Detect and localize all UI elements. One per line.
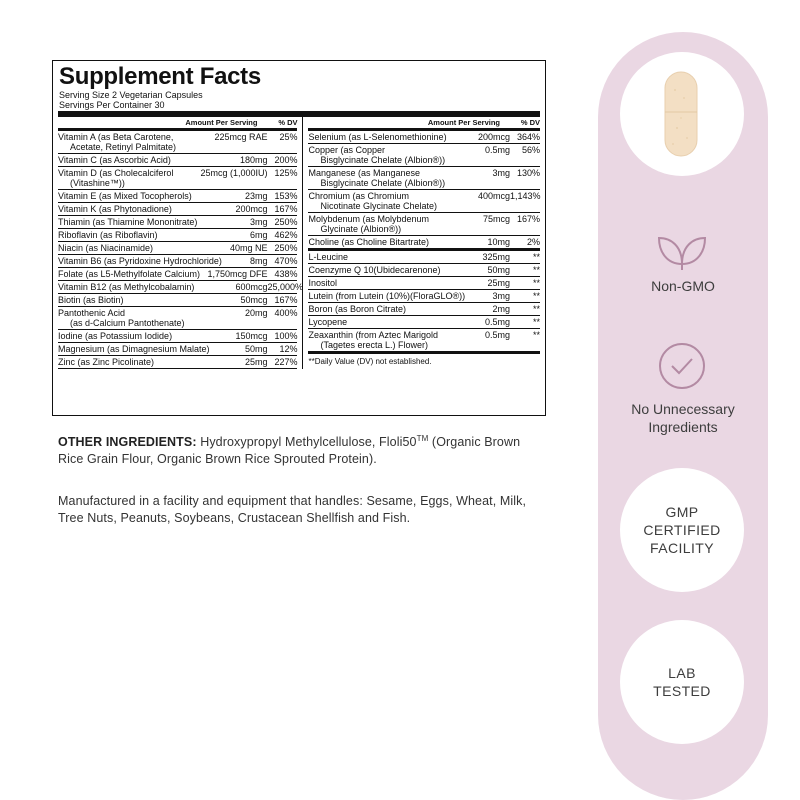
nutrient-row bbox=[308, 213, 540, 236]
nutrient-row bbox=[308, 277, 540, 290]
nutrient-name-line: Coenzyme Q 10(Ubidecarenone) bbox=[308, 265, 441, 275]
nutrient-row bbox=[58, 255, 297, 268]
nutrient-amount: 200mcg bbox=[477, 132, 510, 142]
nutrient-name bbox=[58, 191, 243, 201]
nutrient-name-line2: (Tagetes erecta L.) Flower) bbox=[320, 340, 429, 350]
gmp-line1: GMP bbox=[665, 504, 699, 520]
nutrient-row bbox=[308, 290, 540, 303]
nutrient-dv: ** bbox=[532, 317, 540, 327]
other-ingredients-text-b: (Organic Brown Rice Grain Flour, Organic Brown Rice Sprouted Protein). bbox=[58, 435, 521, 467]
nutrient-name-line: Selenium (as L-Selenomethionine) bbox=[308, 132, 447, 142]
nutrient-row bbox=[58, 268, 297, 281]
nutrient-amount: 50mg bbox=[244, 344, 268, 354]
nutrient-name-line2: Nicotinate Glycinate Chelate) bbox=[320, 201, 438, 211]
nutrient-name bbox=[58, 331, 233, 341]
nutrient-amount: 400mcg bbox=[477, 191, 510, 201]
nutrient-dv: 167% bbox=[516, 214, 540, 224]
nutrient-name-line: Vitamin C (as Ascorbic Acid) bbox=[58, 155, 171, 165]
nutrient-dv: 125% bbox=[274, 168, 298, 178]
nutrient-name-line: Magnesium (as Dimagnesium Malate) bbox=[58, 344, 210, 354]
nutrient-name bbox=[308, 214, 481, 234]
nutrient-row bbox=[58, 131, 297, 154]
no-unnecessary-line2: Ingredients bbox=[648, 419, 718, 435]
nutrient-amount: 8mg bbox=[249, 256, 268, 266]
nutrient-name-line: Boron (as Boron Citrate) bbox=[308, 304, 407, 314]
nutrient-name bbox=[308, 291, 490, 301]
nutrient-name-line: Vitamin B6 (as Pyridoxine Hydrochloride) bbox=[58, 256, 222, 266]
nutrient-row bbox=[58, 330, 297, 343]
nutrient-dv: 250% bbox=[274, 243, 298, 253]
no-unnecessary-line1: No Unnecessary bbox=[631, 401, 735, 417]
nutrient-name-line: Niacin (as Niacinamide) bbox=[58, 243, 154, 253]
trademark: TM bbox=[416, 434, 429, 443]
facts-left-column bbox=[58, 117, 303, 369]
nutrient-row bbox=[308, 329, 540, 354]
nutrient-amount: 2mg bbox=[492, 304, 510, 314]
nutrient-row bbox=[308, 190, 540, 213]
nutrient-name-line: Inositol bbox=[308, 278, 338, 288]
other-ingredients-label: OTHER INGREDIENTS: bbox=[58, 435, 197, 450]
servings-per-container: Servings Per Container 30 bbox=[59, 100, 165, 110]
nutrient-dv: 56% bbox=[521, 145, 540, 155]
nutrient-name-line: Pantothenic Acid bbox=[58, 308, 126, 318]
nutrient-name-line2: (Vitashine™)) bbox=[70, 178, 125, 188]
nutrient-name-line: Zeaxanthin (from Aztec Marigold bbox=[308, 330, 439, 340]
nutrient-row bbox=[308, 316, 540, 329]
right-rows bbox=[308, 131, 540, 354]
allergen-statement: Manufactured in a facility and equipment that handles: Sesame, Eggs, Wheat, Milk, Tree Nuts, Peanuts, Soybeans, Crustacean Shellfish and Fish. bbox=[58, 494, 527, 525]
nutrient-name bbox=[58, 230, 248, 240]
nutrient-dv: 364% bbox=[516, 132, 540, 142]
nutrient-amount: 40mg NE bbox=[229, 243, 268, 253]
nutrient-name-line: Folate (as L5-Methylfolate Calcium) bbox=[58, 269, 201, 279]
nutrient-dv: 25% bbox=[279, 132, 298, 142]
nutrient-dv: ** bbox=[532, 291, 540, 301]
nutrient-name-line: Zinc (as Zinc Picolinate) bbox=[58, 357, 155, 367]
nutrient-name-line2: Bisglycinate Chelate (Albion®)) bbox=[320, 178, 446, 188]
nutrient-name bbox=[308, 317, 483, 327]
nutrient-name-line: Thiamin (as Thiamine Mononitrate) bbox=[58, 217, 198, 227]
nutrient-row bbox=[58, 203, 297, 216]
nutrient-amount: 0.5mg bbox=[484, 330, 510, 340]
nutrient-dv: 100% bbox=[274, 331, 298, 341]
nutrient-dv: ** bbox=[532, 304, 540, 314]
nutrient-amount: 3mg bbox=[492, 291, 510, 301]
nutrient-name-line2: (as d-Calcium Pantothenate) bbox=[70, 318, 185, 328]
checkmark-icon bbox=[657, 341, 707, 391]
nutrient-amount: 225mcg RAE bbox=[214, 132, 268, 142]
nutrient-row bbox=[308, 131, 540, 144]
facts-right-column bbox=[303, 117, 540, 369]
gmp-badge bbox=[620, 468, 744, 592]
left-rows bbox=[58, 131, 304, 369]
nutrient-name bbox=[308, 265, 485, 275]
nutrient-dv: 250% bbox=[274, 217, 298, 227]
nutrient-name-line: Manganese (as Manganese bbox=[308, 168, 421, 178]
nutrient-row bbox=[58, 242, 297, 255]
nutrient-dv: ** bbox=[532, 330, 540, 340]
nutrient-dv: 470% bbox=[274, 256, 298, 266]
nutrient-amount: 325mg bbox=[482, 252, 510, 262]
dv-header: % DV bbox=[520, 118, 540, 127]
nutrient-row bbox=[58, 229, 297, 242]
nutrient-name bbox=[58, 132, 212, 152]
nutrient-row bbox=[58, 167, 297, 190]
nutrient-name bbox=[58, 308, 243, 328]
nutrient-dv: 2% bbox=[526, 237, 540, 247]
other-ingredients bbox=[58, 430, 548, 468]
nutrient-dv: 1,143% bbox=[510, 191, 541, 201]
nutrient-name bbox=[58, 204, 233, 214]
nutrient-name-line: Vitamin A (as Beta Carotene, bbox=[58, 132, 174, 142]
nutrient-name bbox=[308, 304, 490, 314]
no-unnecessary-label bbox=[598, 400, 768, 436]
nutrient-row bbox=[58, 356, 297, 369]
dv-header: % DV bbox=[278, 118, 298, 127]
nutrient-dv: 167% bbox=[274, 204, 298, 214]
other-ingredients-text-a: Hydroxypropyl Methylcellulose, Floli50 bbox=[196, 435, 417, 450]
nutrient-amount: 25mcg (1,000IU) bbox=[200, 168, 268, 178]
nutrient-amount: 10mg bbox=[487, 237, 510, 247]
capsule-icon bbox=[657, 68, 705, 160]
nutrient-name-line: L-Leucine bbox=[308, 252, 349, 262]
nutrient-name-line: Copper (as Copper bbox=[308, 145, 386, 155]
nutrient-dv: 200% bbox=[274, 155, 298, 165]
nutrient-name-line: Iodine (as Potassium Iodide) bbox=[58, 331, 173, 341]
nutrient-name bbox=[58, 357, 243, 367]
nutrient-name bbox=[58, 282, 233, 292]
nutrient-name-line: Vitamin E (as Mixed Tocopherols) bbox=[58, 191, 192, 201]
nutrient-name-line: Molybdenum (as Molybdenum bbox=[308, 214, 430, 224]
nutrient-amount: 180mg bbox=[239, 155, 268, 165]
serving-size: Serving Size 2 Vegetarian Capsules bbox=[59, 90, 203, 100]
facts-columns bbox=[58, 117, 540, 369]
nutrient-amount: 25mg bbox=[487, 278, 510, 288]
nutrient-row bbox=[308, 144, 540, 167]
nutrient-name bbox=[58, 155, 238, 165]
nutrient-amount: 23mg bbox=[244, 191, 268, 201]
nutrient-dv: ** bbox=[532, 265, 540, 275]
nutrient-name-line: Biotin (as Biotin) bbox=[58, 295, 124, 305]
nutrient-dv: 227% bbox=[274, 357, 298, 367]
nutrient-name-line: Lycopene bbox=[308, 317, 348, 327]
facts-header-right bbox=[308, 117, 540, 131]
nutrient-name bbox=[58, 217, 248, 227]
nutrient-name-line: Chromium (as Chromium bbox=[308, 191, 410, 201]
nutrient-name-line: Riboflavin (as Riboflavin) bbox=[58, 230, 158, 240]
nutrient-dv: 438% bbox=[274, 269, 298, 279]
nutrient-row bbox=[308, 167, 540, 190]
nutrient-name bbox=[308, 237, 485, 247]
lab-tested-badge bbox=[620, 620, 744, 744]
nutrient-name-line: Vitamin D (as Cholecalciferol bbox=[58, 168, 174, 178]
leaf-icon bbox=[653, 230, 711, 270]
nutrient-name bbox=[308, 191, 475, 211]
nutrient-row bbox=[58, 294, 297, 307]
nutrient-amount: 3mg bbox=[249, 217, 268, 227]
nutrient-name bbox=[308, 168, 490, 188]
nutrient-dv: 25,000% bbox=[267, 282, 304, 292]
lab-line1: LAB bbox=[668, 665, 696, 681]
nutrient-name-line2: Acetate, Retinyl Palmitate) bbox=[70, 142, 177, 152]
nutrient-amount: 0.5mg bbox=[484, 145, 510, 155]
non-gmo-label: Non-GMO bbox=[651, 278, 715, 294]
nutrient-name bbox=[58, 269, 205, 279]
nutrient-name-line: Choline (as Choline Bitartrate) bbox=[308, 237, 430, 247]
nutrient-row bbox=[58, 154, 297, 167]
nutrient-dv: 167% bbox=[274, 295, 298, 305]
nutrient-dv: 400% bbox=[274, 308, 298, 318]
gmp-line3: FACILITY bbox=[650, 540, 714, 556]
nutrient-dv: ** bbox=[532, 278, 540, 288]
nutrient-name bbox=[308, 145, 483, 165]
nutrient-amount: 50mg bbox=[487, 265, 510, 275]
nutrient-amount: 75mcg bbox=[482, 214, 510, 224]
nutrient-name bbox=[308, 132, 475, 142]
nutrient-dv: 462% bbox=[274, 230, 298, 240]
nutrient-name bbox=[58, 256, 248, 266]
nutrient-amount: 600mcg bbox=[235, 282, 268, 292]
nutrient-row bbox=[58, 343, 297, 356]
gmp-line2: CERTIFIED bbox=[643, 522, 721, 538]
nutrient-name bbox=[308, 252, 480, 262]
nutrient-row bbox=[58, 281, 304, 294]
nutrient-row bbox=[58, 216, 297, 229]
nutrient-amount: 0.5mg bbox=[484, 317, 510, 327]
nutrient-row bbox=[58, 190, 297, 203]
nutrient-row bbox=[308, 303, 540, 316]
nutrient-name bbox=[58, 344, 243, 354]
nutrient-dv: 153% bbox=[274, 191, 298, 201]
nutrient-name bbox=[58, 295, 238, 305]
nutrient-row bbox=[308, 251, 540, 264]
nutrient-amount: 3mg bbox=[492, 168, 510, 178]
nutrient-name bbox=[58, 168, 198, 188]
nutrient-dv: 130% bbox=[516, 168, 540, 178]
nutrient-name-line: Vitamin B12 (as Methylcobalamin) bbox=[58, 282, 195, 292]
lab-line2: TESTED bbox=[653, 683, 711, 699]
nutrient-name bbox=[308, 278, 485, 288]
nutrient-amount: 150mcg bbox=[235, 331, 268, 341]
nutrient-amount: 25mg bbox=[244, 357, 268, 367]
supplement-facts-panel bbox=[52, 60, 546, 416]
facts-header-left bbox=[58, 117, 297, 131]
nutrient-dv: ** bbox=[532, 252, 540, 262]
nutrient-row bbox=[58, 307, 297, 330]
amount-header: Amount Per Serving bbox=[185, 118, 258, 127]
nutrient-name-line2: Glycinate (Albion®)) bbox=[320, 224, 402, 234]
nutrient-name bbox=[58, 243, 228, 253]
facts-title: Supplement Facts bbox=[59, 63, 261, 90]
nutrient-amount: 200mcg bbox=[235, 204, 268, 214]
nutrient-row bbox=[308, 236, 540, 251]
facts-footnote: **Daily Value (DV) not established. bbox=[308, 357, 432, 366]
nutrient-amount: 20mg bbox=[244, 308, 268, 318]
nutrient-name-line: Vitamin K (as Phytonadione) bbox=[58, 204, 172, 214]
nutrient-amount: 6mg bbox=[249, 230, 268, 240]
nutrient-dv: 12% bbox=[279, 344, 298, 354]
nutrient-name bbox=[308, 330, 483, 350]
amount-header: Amount Per Serving bbox=[427, 118, 500, 127]
nutrient-name-line2: Bisglycinate Chelate (Albion®)) bbox=[320, 155, 446, 165]
nutrient-row bbox=[308, 264, 540, 277]
nutrient-name-line: Lutein (from Lutein (10%)(FloraGLO®)) bbox=[308, 291, 466, 301]
nutrient-amount: 50mcg bbox=[240, 295, 268, 305]
nutrient-amount: 1,750mcg DFE bbox=[207, 269, 268, 279]
